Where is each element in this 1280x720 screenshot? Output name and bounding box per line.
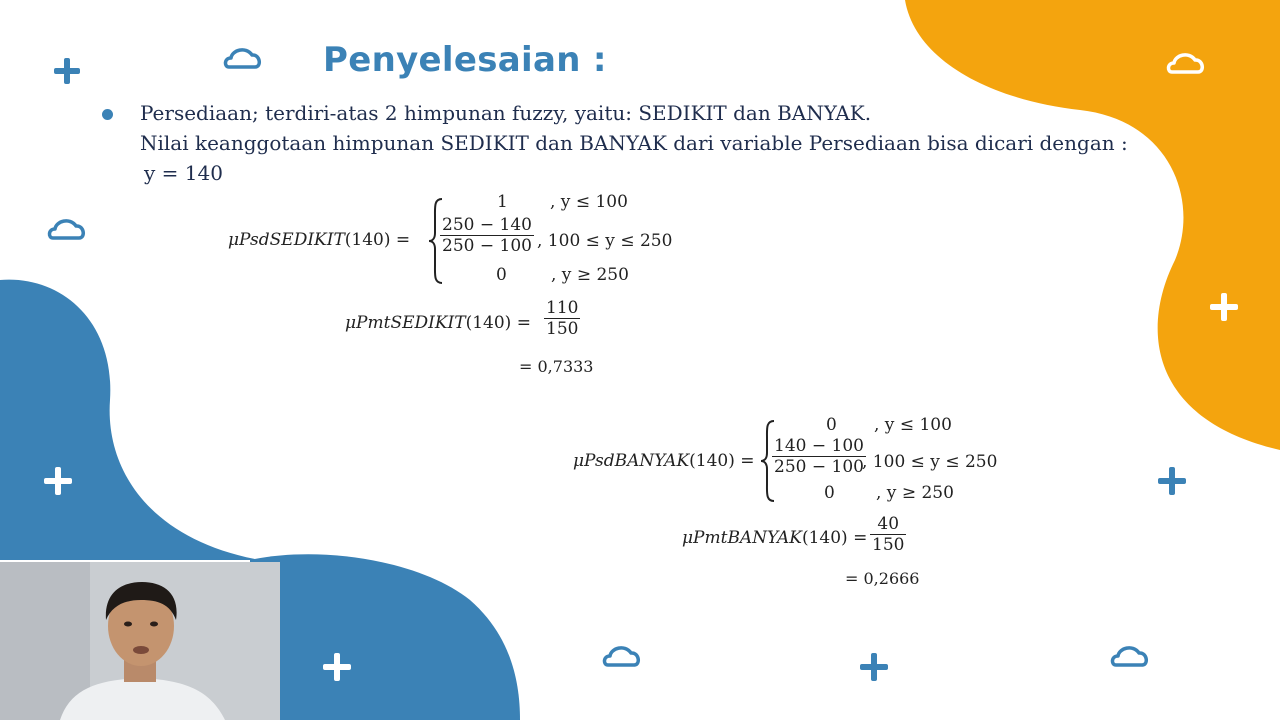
cloud-icon <box>49 221 83 238</box>
sedikit-case3-condition: , y ≥ 250 <box>551 265 629 285</box>
sedikit-result-fraction <box>544 298 580 339</box>
sedikit-result-arg: (140) = <box>465 313 531 333</box>
banyak-fn-name: μPsdBANYAK <box>573 451 690 471</box>
blue-blob-left <box>0 280 260 560</box>
banyak-result-arg: (140) = <box>801 528 868 548</box>
bullet-line-2: Nilai keanggotaan himpunan SEDIKIT dan BANYAK dari variable Persediaan bisa dicari dengan : <box>140 131 1128 155</box>
presenter-webcam <box>0 562 280 720</box>
cloud-icon <box>225 50 259 67</box>
plus-icon <box>1158 467 1186 495</box>
presenter-silhouette <box>0 562 280 720</box>
sedikit-case3-value: 0 <box>496 265 507 285</box>
sedikit-function <box>228 230 410 250</box>
cloud-icon <box>1112 648 1146 665</box>
sedikit-case2-fraction <box>440 215 534 256</box>
slide-title: Penyelesaian : <box>323 40 607 80</box>
banyak-result-numerator: 40 <box>870 514 906 535</box>
sedikit-result-name: μPmtSEDIKIT <box>345 313 466 333</box>
given-value: y = 140 <box>144 161 223 185</box>
bullet-dot <box>102 109 113 120</box>
cloud-icon <box>604 648 638 665</box>
banyak-result-name: μPmtBANYAK <box>682 528 802 548</box>
banyak-fn-arg: (140) = <box>689 451 755 471</box>
bullet-line-1: Persediaan; terdiri-atas 2 himpunan fuzzy, yaitu: SEDIKIT dan BANYAK. <box>140 101 872 125</box>
banyak-case3-condition: , y ≥ 250 <box>876 483 954 503</box>
plus-icon <box>860 653 888 681</box>
sedikit-case2-denominator: 250 − 100 <box>442 236 532 256</box>
sedikit-result-numerator: 110 <box>546 298 579 318</box>
sedikit-case2-numerator: 250 − 140 <box>442 215 532 235</box>
blue-blob-bottom <box>250 554 520 720</box>
orange-blob <box>905 0 1280 450</box>
banyak-case1-condition: , y ≤ 100 <box>874 415 952 435</box>
banyak-result-label <box>682 528 867 548</box>
sedikit-case1-value: 1 <box>497 192 508 212</box>
banyak-case2-numerator: 140 − 100 <box>774 436 864 456</box>
sedikit-result-label <box>345 313 531 333</box>
sedikit-case2-condition: , 100 ≤ y ≤ 250 <box>537 231 673 251</box>
banyak-result-fraction <box>870 514 906 555</box>
sedikit-case1-condition: , y ≤ 100 <box>550 192 628 212</box>
plus-icon <box>54 58 80 84</box>
banyak-case2-denominator: 250 − 100 <box>774 457 864 477</box>
sedikit-fn-name: μPsdSEDIKIT <box>228 230 345 250</box>
sedikit-result-value: = 0,7333 <box>519 357 594 376</box>
sedikit-result-denominator: 150 <box>546 319 579 339</box>
banyak-case2-fraction <box>772 436 866 477</box>
banyak-case1-value: 0 <box>826 415 837 435</box>
banyak-result-value: = 0,2666 <box>845 569 920 588</box>
banyak-case2-condition: , 100 ≤ y ≤ 250 <box>862 452 998 472</box>
banyak-case3-value: 0 <box>824 483 835 503</box>
sedikit-fn-arg: (140) = <box>344 230 411 250</box>
banyak-function <box>573 451 755 471</box>
banyak-result-denominator: 150 <box>872 535 905 555</box>
